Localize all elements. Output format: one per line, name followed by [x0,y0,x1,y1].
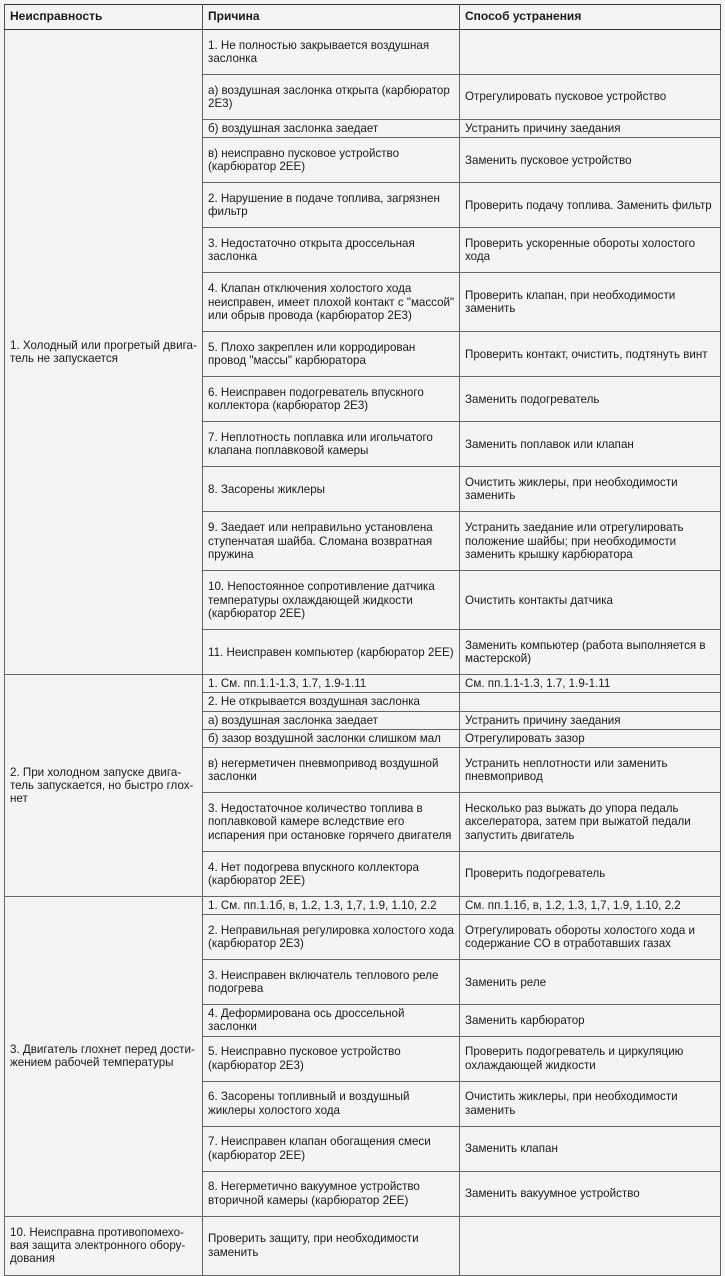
troubleshooting-table [4,4,721,1276]
cause-cell: 10. Непостоянное сопротивление датчика температуры охлаждающей жидкости (карбюратор 2ЕЕ) [203,571,460,630]
cause-cell: 4. Нет подогрева впускного коллектора (карбюратор 2ЕЕ) [203,852,460,897]
remedy-cell: Проверить ускоренные обороты холостого хода [460,228,721,273]
remedy-cell: Несколько раз выжать до упора педаль акселератора, затем при выжатой педали запустить двигатель [460,793,721,852]
header-remedy: Способ устранения [460,5,721,30]
cause-cell: 2. Нарушение в подаче топлива, загрязнен фильтр [203,183,460,228]
cause-cell: 2. Неправильная регулировка холостого хода (карбюратор 2Е3) [203,915,460,960]
remedy-cell: Проверить подогреватель [460,852,721,897]
cause-cell: 5. Неисправно пусковое устройство (карбюратор 2Е3) [203,1036,460,1081]
cause-cell: 3. Недостаточное количество топлива в поплавковой камере вследствие его испарения при остановке горячего двигателя [203,793,460,852]
remedy-cell: Отрегулировать пусковое устройство [460,75,721,120]
table-row [5,675,721,693]
remedy-cell [460,1216,721,1275]
cause-cell: б) зазор воздушной заслонки слишком мал [203,729,460,747]
remedy-cell: Устранить неплотности или заменить пневмопривод [460,748,721,793]
remedy-cell: Заменить поплавок или клапан [460,422,721,467]
remedy-cell: Устранить заедание или отрегулировать положение шайбы; при необходимости заменить крышку карбюратора [460,512,721,571]
document-page [4,4,723,1276]
cause-cell: 8. Негерметично вакуумное устройство вторичной камеры (карбюратор 2ЕЕ) [203,1171,460,1216]
cause-cell: Проверить защиту, при необходимости заменить [203,1216,460,1275]
remedy-cell: Заменить подогреватель [460,377,721,422]
remedy-cell [460,693,721,711]
cause-cell: а) воздушная заслонка заедает [203,711,460,729]
cause-cell: 2. Не открывается воздушная заслонка [203,693,460,711]
remedy-cell: Заменить вакуумное устройство [460,1171,721,1216]
remedy-cell: Очистить контакты датчика [460,571,721,630]
remedy-cell: Отрегулировать зазор [460,729,721,747]
table-row [5,897,721,915]
cause-cell: в) негерметичен пневмопривод воздушной заслонки [203,748,460,793]
remedy-cell: Заменить карбюратор [460,1005,721,1036]
header-cause: Причина [203,5,460,30]
cause-cell: 3. Неисправен включатель теплового реле подогрева [203,960,460,1005]
cause-cell: б) воздушная заслонка заедает [203,120,460,138]
table-body [5,30,721,1276]
cause-cell: 6. Неисправен подогреватель впускного коллектора (карбюратор 2Е3) [203,377,460,422]
remedy-cell: Проверить подачу топлива. Заменить фильтр [460,183,721,228]
cause-cell: 9. Заедает или неправильно установлена ступенчатая шайба. Сломана возвратная пружина [203,512,460,571]
cause-cell: 3. Недостаточно открыта дроссельная заслонка [203,228,460,273]
remedy-cell: Проверить контакт, очистить, подтянуть винт [460,332,721,377]
fault-cell: 3. Двигатель глохнет перед дости-жением рабочей температуры [5,897,203,1217]
cause-cell: 1. Не полностью закрывается воздушная заслонка [203,30,460,75]
remedy-cell: Заменить клапан [460,1126,721,1171]
fault-cell: 2. При холодном запуске двига-тель запускается, но быстро глох-нет [5,675,203,897]
cause-cell: 4. Деформирована ось дроссельной заслонки [203,1005,460,1036]
remedy-cell: Заменить пусковое устройство [460,138,721,183]
remedy-cell: См. пп.1.1б, в, 1.2, 1.3, 1,7, 1.9, 1.10, 2.2 [460,897,721,915]
remedy-cell: Устранить причину заедания [460,120,721,138]
table-row [5,30,721,75]
fault-cell: 1. Холодный или прогретый двига-тель не запускается [5,30,203,675]
cause-cell: в) неисправно пусковое устройство (карбюратор 2ЕЕ) [203,138,460,183]
table-header-row [5,5,721,30]
cause-cell: 1. См. пп.1.1-1.3, 1.7, 1.9-1.11 [203,675,460,693]
remedy-cell: См. пп.1.1-1.3, 1.7, 1.9-1.11 [460,675,721,693]
remedy-cell: Проверить клапан, при необходимости заменить [460,273,721,332]
remedy-cell [460,30,721,75]
remedy-cell: Заменить компьютер (работа выполняется в мастерской) [460,630,721,675]
remedy-cell: Очистить жиклеры, при необходимости заменить [460,1081,721,1126]
header-fault: Неисправность [5,5,203,30]
remedy-cell: Заменить реле [460,960,721,1005]
fault-cell: 10. Неисправна противопомехо-вая защита электронного обору-дования [5,1216,203,1275]
cause-cell: 8. Засорены жиклеры [203,467,460,512]
cause-cell: 6. Засорены топливный и воздушный жиклеры холостого хода [203,1081,460,1126]
cause-cell: 11. Неисправен компьютер (карбюратор 2ЕЕ) [203,630,460,675]
cause-cell: 4. Клапан отключения холостого хода неисправен, имеет плохой контакт с "массой" или обрыв провода (карбюратор 2Е3) [203,273,460,332]
remedy-cell: Проверить подогреватель и циркуляцию охлаждающей жидкости [460,1036,721,1081]
cause-cell: 7. Неисправен клапан обогащения смеси (карбюратор 2ЕЕ) [203,1126,460,1171]
cause-cell: а) воздушная заслонка открыта (карбюратор 2Е3) [203,75,460,120]
remedy-cell: Очистить жиклеры, при необходимости заменить [460,467,721,512]
cause-cell: 5. Плохо закреплен или корродирован провод "массы" карбюратора [203,332,460,377]
cause-cell: 7. Неплотность поплавка или игольчатого клапана поплавковой камеры [203,422,460,467]
table-row [5,1216,721,1275]
remedy-cell: Устранить причину заедания [460,711,721,729]
remedy-cell: Отрегулировать обороты холостого хода и содержание СО в отработавших газах [460,915,721,960]
cause-cell: 1. См. пп.1.1б, в, 1.2, 1.3, 1,7, 1.9, 1.10, 2.2 [203,897,460,915]
